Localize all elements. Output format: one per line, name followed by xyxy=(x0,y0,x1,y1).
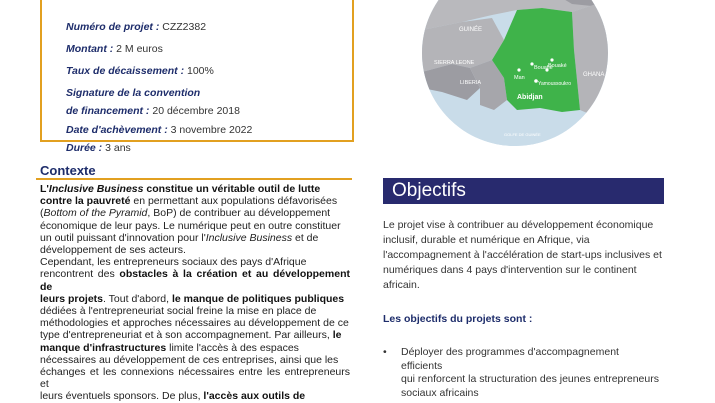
contexte-line: manque d'infrastructures limite l'accès à des espaces xyxy=(40,341,299,354)
label-man: Man xyxy=(514,75,525,81)
bullet-line: qui renforcent la structuration des jeunes entrepreneurs xyxy=(401,373,659,385)
label-abidjan: Abidjan xyxy=(517,94,543,101)
contexte-line: économique de leur pays. Le numérique peut en outre constituer xyxy=(40,219,341,232)
contexte-body xyxy=(40,183,350,403)
amount-label: Montant : xyxy=(66,43,114,55)
objectifs-line: numériques dans 4 pays d'intervention sur le continent xyxy=(383,264,637,276)
disbursement-label: Taux de décaissement : xyxy=(66,65,185,77)
contexte-line: leurs projets. Tout d'abord, le manque de politiques publiques xyxy=(40,292,345,305)
contexte-line: développement de ses acteurs. xyxy=(40,244,186,257)
project-number-row xyxy=(66,21,206,33)
contexte-line: type d'entrepreneuriat et à son accompagnement. Par ailleurs, le xyxy=(40,329,342,342)
contexte-line: L'Inclusive Business constitue un véritable outil de lutte xyxy=(40,183,321,195)
project-number-value: CZZ2382 xyxy=(162,21,207,33)
objectifs-line: Le projet vise à contribuer au développement économique xyxy=(383,219,654,231)
objectifs-title: Objectifs xyxy=(392,180,466,201)
label-sierra: SIERRA LEONE xyxy=(434,60,475,66)
objectifs-subtitle: Les objectifs du projets sont : xyxy=(383,313,533,325)
signature-row xyxy=(66,87,200,99)
contexte-title: Contexte xyxy=(40,163,96,178)
completion-row xyxy=(66,124,252,136)
amount-value: 2 M euros xyxy=(116,43,163,55)
country-map xyxy=(422,0,608,146)
completion-label: Date d'achèvement : xyxy=(66,124,168,136)
objectifs-line: inclusif, durable et numérique en Afrique, via xyxy=(383,234,590,246)
project-info-box xyxy=(40,0,354,154)
label-ghana: GHANA xyxy=(583,72,605,78)
contexte-divider xyxy=(36,178,352,180)
contexte-line: rencontrent des obstacles à la création et au développement de xyxy=(40,268,350,293)
financing-label: de financement : xyxy=(66,105,150,117)
financing-row xyxy=(66,105,240,117)
map-graphic xyxy=(422,0,608,146)
duration-value: 3 ans xyxy=(105,142,131,154)
label-yamoussoukro: Yamoussoukro xyxy=(538,81,571,87)
signature-label: Signature de la convention xyxy=(66,87,201,99)
label-liberia: LIBERIA xyxy=(460,80,482,86)
contexte-line: méthodologies et approches nécessaires au développement de ce xyxy=(40,317,349,330)
project-number-label: Numéro de projet : xyxy=(66,21,160,33)
contexte-line: dédiées à l'entrepreneuriat social freine la mise en place de xyxy=(40,305,317,318)
duration-row xyxy=(66,142,131,154)
contexte-line: contre la pauvreté en permettant aux populations défavorisées xyxy=(40,195,338,208)
bullet-icon: • xyxy=(383,346,387,358)
contexte-line: échanges et les connexions nécessaires entre les entrepreneurs et xyxy=(40,366,350,391)
objectifs-line: l'accompagnement à l'accélération de start-ups inclusives et xyxy=(383,249,662,261)
bullet-line: sociaux africains xyxy=(401,386,479,399)
objectifs-header xyxy=(383,178,664,204)
contexte-line: nécessaires au développement de ces entreprises, ainsi que les xyxy=(40,353,339,366)
objectifs-bullet-item xyxy=(401,346,663,400)
disbursement-row xyxy=(66,65,214,77)
objectifs-line: africain. xyxy=(383,279,420,291)
disbursement-value: 100% xyxy=(187,65,214,77)
label-guinee: GUINÉE xyxy=(459,27,483,33)
duration-label: Durée : xyxy=(66,142,103,154)
contexte-line: Cependant, les entrepreneurs sociaux des pays d'Afrique xyxy=(40,256,307,269)
bullet-line: Déployer des programmes d'accompagnement efficients xyxy=(401,346,619,372)
label-bouafle: Bouaflé xyxy=(534,65,553,71)
contexte-line: leurs éventuels sponsors. De plus, l'accès aux outils de xyxy=(40,390,306,403)
financing-value: 20 décembre 2018 xyxy=(152,105,240,117)
contexte-line: (Bottom of the Pyramid, BoP) de contribuer au développement xyxy=(40,207,331,220)
objectifs-body xyxy=(383,218,664,293)
label-bouake: Bouaké xyxy=(548,63,567,69)
completion-value: 3 novembre 2022 xyxy=(170,124,253,136)
label-golfe: GOLFE DE GUINÉE xyxy=(504,132,541,137)
amount-row xyxy=(66,43,163,55)
contexte-line: un outil puissant d'innovation pour l'Inclusive Business et de xyxy=(40,231,319,244)
